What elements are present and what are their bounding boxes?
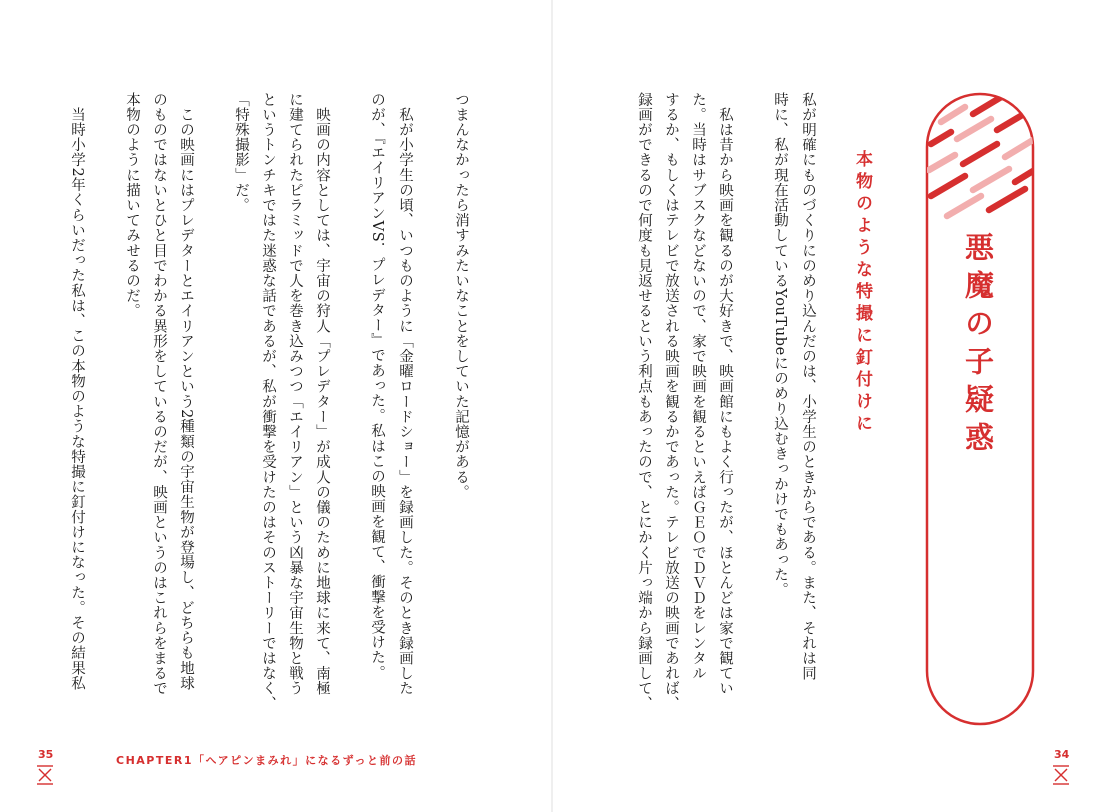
page-ornament-icon	[36, 765, 54, 785]
page-number-right: 34	[1054, 748, 1070, 761]
body-text-column: 「特殊撮影」だ。	[233, 92, 249, 213]
body-text-column: 時に、私が現在活動しているYouTubeにのめり込むきっかけでもあった。	[772, 92, 788, 598]
page-number-left: 35	[38, 748, 54, 761]
body-text-column: のものではないとひと目でわかる異形をしているのだが、映画というのはこれらをまるで	[151, 92, 167, 696]
body-text-column: 私が明確にものづくりにのめり込んだのは、小学生のときからである。また、それは同	[800, 92, 816, 681]
body-text-column: 私は昔から映画を観るのが大好きで、映画館にもよく行ったが、ほとんどは家で観てい	[717, 92, 733, 696]
body-text-column: に建てられたピラミッドで人を巻き込みつつ「エイリアン」という凶暴な宇宙生物と戦う	[287, 92, 303, 696]
page-spine	[551, 0, 553, 812]
body-text-column: するか、もしくはテレビで放送される映画を観るかであった。テレビ放送の映画であれば、	[663, 92, 679, 712]
body-text-column: 映画の内容としては、宇宙の狩人「プレデター」が成人の儀のために地球に来て、南極	[314, 92, 330, 696]
body-text-column: というトンチキではた迷惑な話であるが、私が衝撃を受けたのはそのストーリーではなく、	[260, 92, 276, 712]
body-text-column: た。当時はサブスクなどないので、家で映画を観るといえばＧＥＯでＤＶＤをレンタル	[690, 92, 706, 681]
body-text-column: 録画ができるので何度も見返せるという利点もあったので、とにかく片っ端から録画して、	[636, 92, 652, 712]
body-text-column: この映画にはプレデターとエイリアンという2種類の宇宙生物が登場し、どちらも地球	[178, 92, 194, 691]
body-text-column: 本物のように描いてみせるのだ。	[124, 92, 140, 319]
running-head: CHAPTER1「ヘアピンまみれ」になるずっと前の話	[116, 754, 418, 767]
section-subheading: 本物のような特撮に釘付けに	[852, 150, 872, 436]
body-text-column: 私が小学生の頃、いつものように「金曜ロードショー」を録画した。そのとき録画した	[397, 92, 413, 696]
chapter-title: 悪魔の子疑惑	[961, 232, 995, 460]
body-text-column: のが、『エイリアンVS．プレデター』であった。私はこの映画を観て、衝撃を受けた。	[369, 92, 385, 681]
body-text-column: つまんなかったら消すみたいなことをしていた記憶がある。	[453, 92, 469, 500]
body-text-column: 当時小学2年くらいだった私は、この本物のような特撮に釘付けになった。その結果私	[69, 92, 85, 691]
page-ornament-icon	[1052, 765, 1070, 785]
